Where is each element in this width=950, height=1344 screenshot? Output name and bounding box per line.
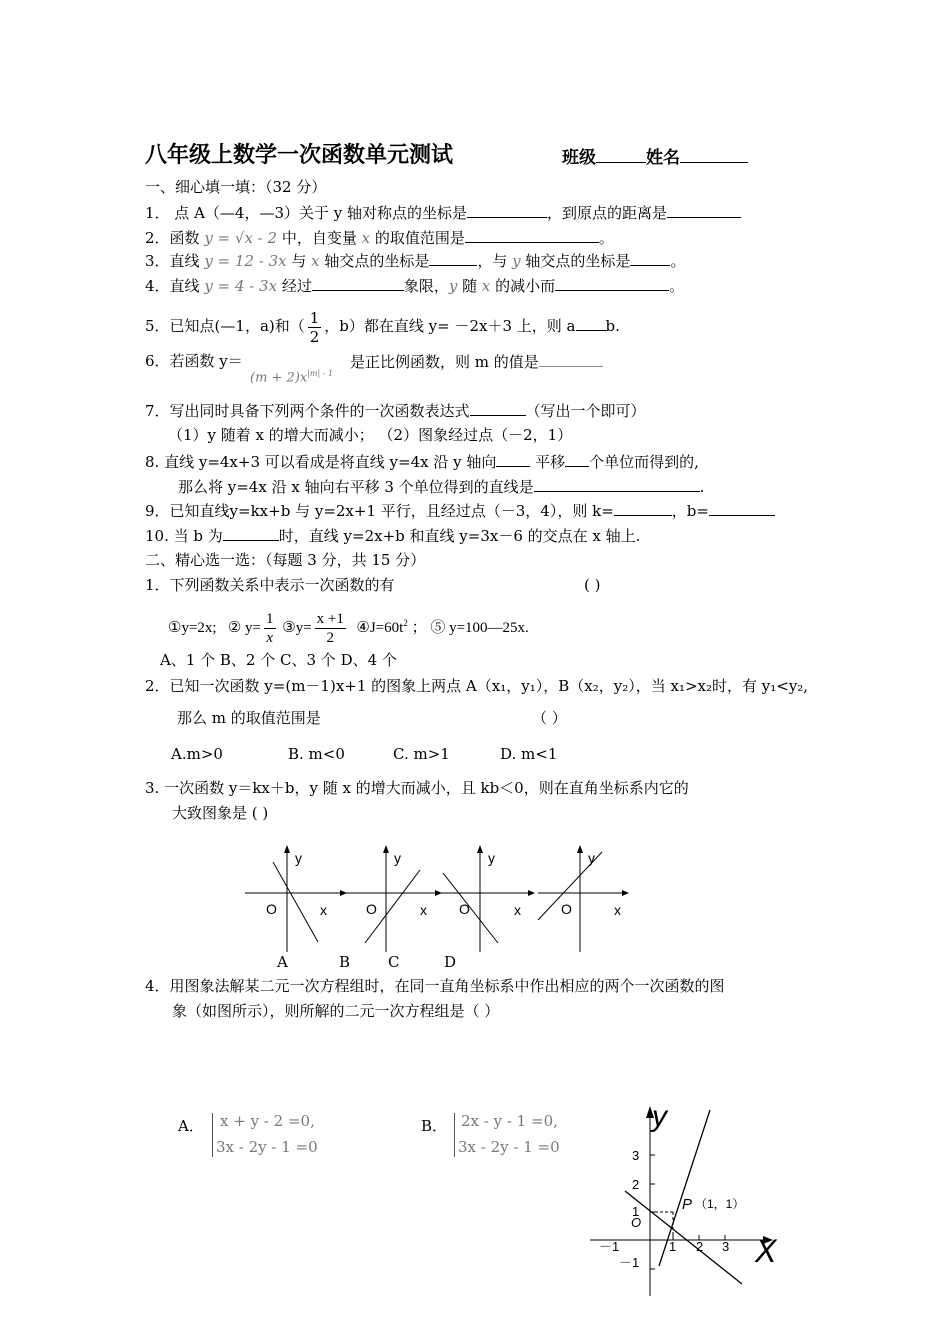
question-3 xyxy=(145,250,685,271)
c4-y-label: y xyxy=(652,1100,667,1133)
graph-b-origin: O xyxy=(366,901,377,917)
name-blank[interactable] xyxy=(680,147,748,163)
graph-d-x-label: x xyxy=(614,902,621,918)
q1-blank-1[interactable] xyxy=(467,202,547,218)
q9-blank-1[interactable] xyxy=(614,500,672,516)
c1-o3-den: 2 xyxy=(326,630,335,647)
c4-option-a-label[interactable]: A． xyxy=(178,1117,204,1135)
q4-var: y xyxy=(448,277,458,295)
question-5 xyxy=(145,306,620,346)
q5-text-c: b. xyxy=(605,317,620,335)
c1-option-3: ③y= xyxy=(282,620,312,636)
c4-option-a-eq2: 3x - 2y - 1 =0 xyxy=(216,1138,318,1156)
q8-text-b: 平移 xyxy=(530,453,566,471)
c1-option-4: ④J=60t xyxy=(356,620,404,636)
c1-o2-den: x xyxy=(266,630,274,647)
q7-text-a: 7．写出同时具备下列两个条件的一次函数表达式 xyxy=(145,402,470,420)
graph-c-x-label: x xyxy=(514,902,521,918)
q10-blank[interactable] xyxy=(223,525,279,541)
q3-blank-2[interactable] xyxy=(630,250,670,266)
q8-blank-3[interactable] xyxy=(534,476,700,492)
choice-1-stem: 1．下列函数关系中表示一次函数的有 xyxy=(145,576,395,594)
q6-formula: (m + 2)x xyxy=(250,370,308,386)
question-4 xyxy=(145,275,684,296)
c1-option-5: ⑤ y=100—25x. xyxy=(430,620,529,636)
question-10 xyxy=(145,525,640,546)
c4-point-p: P xyxy=(682,1196,693,1213)
graph-a[interactable] xyxy=(245,845,347,952)
q4-text-f: 。 xyxy=(669,277,685,295)
question-7 xyxy=(145,400,646,421)
class-label: 班级 xyxy=(562,148,596,168)
c4-option-b-eq2: 3x - 2y - 1 =0 xyxy=(458,1138,560,1156)
graph-b-y-arrow xyxy=(383,845,389,853)
class-name-line xyxy=(562,143,748,168)
c1-o2-num: 1 xyxy=(266,611,274,628)
q5-fraction xyxy=(308,309,322,346)
c4-ylabel-1: 1 xyxy=(632,1204,640,1219)
q4-formula: y = 4 - 3x xyxy=(204,277,278,295)
choice-3-stem: 3. 一次函数 y＝kx＋b，y 随 x 的增大而减小，且 kb＜0，则在直角坐标系内它的 xyxy=(145,779,689,797)
choice-1-options xyxy=(168,600,529,651)
c4-ylabel-3: 3 xyxy=(632,1148,640,1163)
c4-option-a-brace xyxy=(212,1113,213,1157)
choice-2-option-c[interactable]: C. m>1 xyxy=(393,745,450,763)
choice-1-answers: A、1 个 B、2 个 C、3 个 D、4 个 xyxy=(160,651,397,669)
q2-var: x xyxy=(361,229,371,247)
q2-text-c: 的取值范围是 xyxy=(370,229,465,247)
q2-formula: y = √x - 2 xyxy=(204,229,278,247)
choice-2-line2: 那么 m 的取值范围是 xyxy=(177,709,321,727)
page-title: 八年级上数学一次函数单元测试 xyxy=(145,143,454,168)
q9-text-a: 9．已知直线y=kx+b 与 y=2x+1 平行，且经过点（－3，4），则 k= xyxy=(145,502,614,520)
q8-line2 xyxy=(178,476,704,497)
graph-d-y-label: y xyxy=(588,850,595,866)
c1-option-2: ② y= xyxy=(227,620,261,636)
question-6 xyxy=(145,351,243,371)
graph-d-origin: O xyxy=(561,901,572,917)
c4-option-a-eq1: x + y - 2 =0, xyxy=(220,1112,315,1130)
q2-text-b: 中，自变量 xyxy=(277,229,362,247)
c4-graph xyxy=(585,1096,805,1302)
question-1 xyxy=(145,202,741,223)
q3-text-e: 轴交点的坐标是 xyxy=(520,252,631,270)
graph-c[interactable] xyxy=(440,845,535,952)
q3-text-d: ，与 xyxy=(477,252,513,270)
graph-a-y-arrow xyxy=(284,845,290,853)
q6-text-a: 6．若函数 y＝ xyxy=(145,352,243,370)
c1-option-3-frac xyxy=(315,610,346,647)
c4-point-p-coord: （1，1） xyxy=(695,1197,745,1211)
q4-var2: x xyxy=(481,277,491,295)
q1-text-b: ，到原点的距离是 xyxy=(547,204,668,222)
q7-blank[interactable] xyxy=(470,400,526,416)
q4-text-c: 象限， xyxy=(403,277,449,295)
c1-option-1: ①y=2x; xyxy=(168,620,217,636)
c4-xlabel-m1: －1 xyxy=(599,1239,620,1254)
choice-1-paren[interactable]: ( ) xyxy=(584,576,601,594)
q6-tail xyxy=(350,351,603,372)
q8-text-e: . xyxy=(699,478,705,496)
q2-text-a: 2．函数 xyxy=(145,229,205,247)
graph-c-line xyxy=(443,873,498,943)
choice-2-paren[interactable]: （ ） xyxy=(532,709,567,727)
q5-text-a: 5．已知点(—1，a)和（ xyxy=(145,317,305,335)
graph-b[interactable] xyxy=(345,845,442,952)
graph-a-y-label: y xyxy=(295,850,302,866)
q10-text-a: 10. 当 b 为 xyxy=(145,527,223,545)
q8-text-a: 8. 直线 y=4x+3 可以看成是将直线 y=4x 沿 y 轴向 xyxy=(145,453,497,471)
graph-b-y-label: y xyxy=(394,850,401,866)
q6-formula-wrap xyxy=(250,364,333,388)
graph-c-origin: O xyxy=(459,901,470,917)
q1-blank-2[interactable] xyxy=(667,202,741,218)
choice-3-line2: 大致图象是 ( ) xyxy=(172,804,269,822)
graph-letter-a: A xyxy=(277,953,288,971)
c4-option-b-label[interactable]: B． xyxy=(421,1117,448,1135)
graph-b-x-label: x xyxy=(420,902,427,918)
question-9 xyxy=(145,500,775,521)
q4-blank-1[interactable] xyxy=(312,275,404,291)
choice-4-line2: 象（如图所示），则所解的二元一次方程组是（ ） xyxy=(172,1002,500,1020)
class-blank[interactable] xyxy=(596,147,646,163)
q3-blank-1[interactable] xyxy=(429,250,477,266)
graph-letter-c: C xyxy=(388,953,400,971)
q5-blank[interactable] xyxy=(576,315,606,331)
graph-letter-b: B xyxy=(339,953,351,971)
question-8 xyxy=(145,451,699,472)
c4-xlabel-2: 2 xyxy=(696,1239,704,1254)
c4-xlabel-3: 3 xyxy=(722,1239,730,1254)
q6-exponent: |m| - 1 xyxy=(307,369,334,378)
graph-c-y-arrow xyxy=(477,845,483,853)
c1-option-4-sup: 2 xyxy=(403,618,408,628)
choice-3-graphs xyxy=(230,840,640,975)
q4-text-a: 4．直线 xyxy=(145,277,205,295)
c1-o3-num: x +1 xyxy=(316,611,344,628)
q2-text-d: 。 xyxy=(598,229,614,247)
c4-ylabel-2: 2 xyxy=(632,1177,640,1192)
c4-x-label: X xyxy=(755,1233,777,1269)
q8-text-d: 那么将 y=4x 沿 x 轴向右平移 3 个单位得到的直线是 xyxy=(178,478,534,496)
q3-var: x xyxy=(311,252,320,270)
c1-option-2-frac xyxy=(264,610,276,647)
q3-var2: y xyxy=(512,252,521,270)
q2-blank[interactable] xyxy=(465,227,599,243)
choice-2-option-a[interactable]: A.m>0 xyxy=(171,745,223,763)
c4-origin: O xyxy=(631,1215,642,1230)
q4-text-b: 经过 xyxy=(277,277,312,295)
choice-4-stem: 4．用图象法解某二元一次方程组时，在同一直角坐标系中作出相应的两个一次函数的图 xyxy=(145,977,725,995)
q3-text-c: 轴交点的坐标是 xyxy=(319,252,430,270)
choice-2-stem: 2．已知一次函数 y=(m－1)x+1 的图象上两点 A（x₁，y₁），B（x₂，y₂），当 x₁>x₂时，有 y₁<y₂, xyxy=(145,677,809,695)
q8-blank-2[interactable] xyxy=(565,451,589,467)
graph-a-origin: O xyxy=(266,901,277,917)
graph-c-y-label: y xyxy=(488,850,495,866)
q7-text-b: （写出一个即可） xyxy=(525,402,646,420)
c4-xlabel-1: 1 xyxy=(669,1239,677,1254)
q10-text-b: 时，直线 y=2x+b 和直线 y=3x－6 的交点在 x 轴上. xyxy=(278,527,641,545)
graph-a-line xyxy=(273,862,318,942)
q1-text-a: 1． 点 A（—4，—3）关于 y 轴对称点的坐标是 xyxy=(145,204,468,222)
graph-letter-d: D xyxy=(444,953,457,971)
graph-d-y-arrow xyxy=(577,845,583,853)
q8-blank-1[interactable] xyxy=(496,451,530,467)
section2-heading: 二、精心选一选：（每题 3 分，共 15 分） xyxy=(145,551,426,569)
q9-blank-2[interactable] xyxy=(709,500,775,516)
choice-2-option-d[interactable]: D. m<1 xyxy=(500,745,558,763)
q3-text-f: 。 xyxy=(670,252,686,270)
q4-text-d: 随 xyxy=(457,277,482,295)
graph-d[interactable] xyxy=(538,845,629,952)
q9-text-b: ，b= xyxy=(671,502,709,520)
c4-option-b-eq1: 2x - y - 1 =0, xyxy=(461,1112,558,1130)
q3-formula: y = 12 - 3x xyxy=(204,252,287,270)
c4-ylabel-m1: －1 xyxy=(619,1255,640,1270)
q8-text-c: 个单位而得到的, xyxy=(589,453,699,471)
section1-heading: 一、细心填一填：（32 分） xyxy=(145,178,327,196)
choice-2-option-b[interactable]: B. m<0 xyxy=(288,745,345,763)
q7-conditions: （1）y 随着 x 的增大而减小； （2）图象经过点（－2，1） xyxy=(168,426,573,444)
name-label: 姓名 xyxy=(646,148,680,168)
graph-d-x-arrow xyxy=(622,890,629,896)
graph-a-x-label: x xyxy=(320,902,327,918)
q3-text-b: 与 xyxy=(286,252,312,270)
c1-option-4-end: ； xyxy=(411,620,427,636)
q3-text-a: 3．直线 xyxy=(145,252,205,270)
q6-blank[interactable] xyxy=(539,351,603,367)
question-2 xyxy=(145,227,614,248)
q5-text-b: ，b）都在直线 y= －2x＋3 上，则 a xyxy=(324,317,576,335)
q4-text-e: 的减小而 xyxy=(490,277,556,295)
graph-c-x-arrow xyxy=(528,890,535,896)
q5-numerator: 1 xyxy=(309,308,320,327)
q4-blank-2[interactable] xyxy=(555,275,669,291)
q6-text-b: 是正比例函数，则 m 的值是 xyxy=(350,353,539,371)
q5-denominator: 2 xyxy=(309,327,320,346)
c4-option-b-brace xyxy=(454,1113,455,1157)
